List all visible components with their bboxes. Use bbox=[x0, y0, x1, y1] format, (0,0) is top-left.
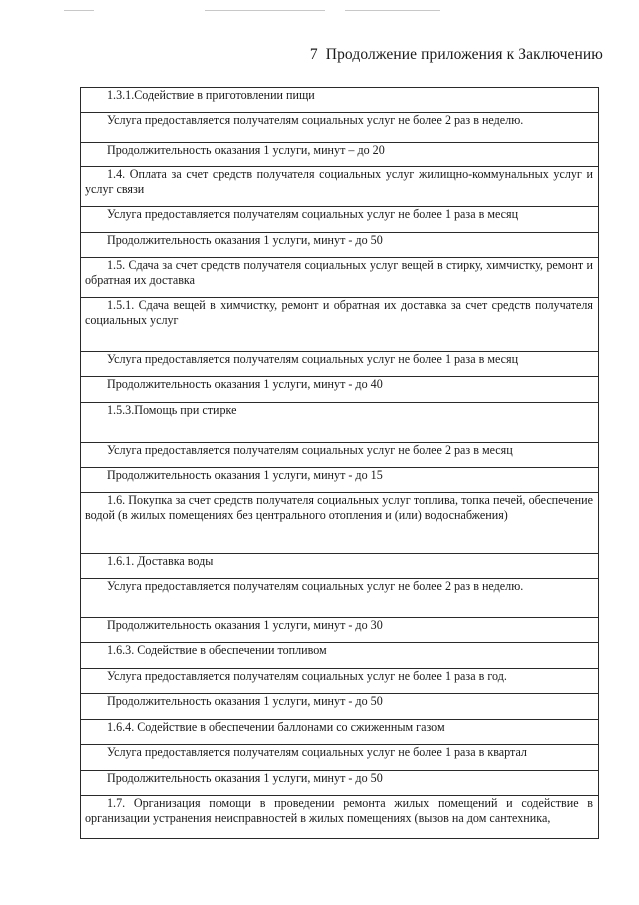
table-row bbox=[81, 113, 599, 143]
table-row bbox=[81, 352, 599, 377]
section-heading-cell: 1.7. Организация помощи в проведении ремонта жилых помещений и содействие в организации устранения неисправностей в жилых помещениях (вызов на дом сантехника, bbox=[81, 796, 599, 839]
table-row bbox=[81, 377, 599, 403]
scan-artifact-line bbox=[64, 10, 94, 11]
table-row bbox=[81, 88, 599, 113]
table-row bbox=[81, 579, 599, 618]
page-title: Продолжение приложения к Заключению bbox=[325, 46, 603, 63]
table-row bbox=[81, 796, 599, 839]
subsection-heading-cell: 1.6.4. Содействие в обеспечении баллонами со сжиженным газом bbox=[81, 720, 599, 745]
frequency-cell: Услуга предоставляется получателям социальных услуг не более 1 раза в месяц bbox=[81, 352, 599, 377]
page-header bbox=[310, 46, 603, 64]
scan-artifact-line bbox=[205, 10, 325, 11]
duration-cell: Продолжительность оказания 1 услуги, минут - до 40 bbox=[81, 377, 599, 403]
subsection-heading-cell: 1.5.3.Помощь при стирке bbox=[81, 403, 599, 443]
table-row bbox=[81, 298, 599, 352]
frequency-cell: Услуга предоставляется получателям социальных услуг не более 2 раз в неделю. bbox=[81, 579, 599, 618]
scan-artifact-line bbox=[345, 10, 440, 11]
table-row bbox=[81, 694, 599, 720]
table-row bbox=[81, 493, 599, 554]
frequency-cell: Услуга предоставляется получателям социальных услуг не более 1 раза в квартал bbox=[81, 745, 599, 771]
services-table bbox=[80, 87, 599, 839]
table-row bbox=[81, 258, 599, 298]
subsection-heading-cell: 1.6.1. Доставка воды bbox=[81, 554, 599, 579]
duration-cell: Продолжительность оказания 1 услуги, минут - до 30 bbox=[81, 618, 599, 643]
frequency-cell: Услуга предоставляется получателям социальных услуг не более 2 раз в месяц bbox=[81, 443, 599, 468]
duration-cell: Продолжительность оказания 1 услуги, минут - до 50 bbox=[81, 771, 599, 796]
subsection-heading-cell: 1.6.3. Содействие в обеспечении топливом bbox=[81, 643, 599, 669]
duration-cell: Продолжительность оказания 1 услуги, минут – до 20 bbox=[81, 143, 599, 167]
table-row bbox=[81, 669, 599, 694]
table-row bbox=[81, 143, 599, 167]
table-row bbox=[81, 403, 599, 443]
duration-cell: Продолжительность оказания 1 услуги, минут - до 15 bbox=[81, 468, 599, 493]
table-row bbox=[81, 554, 599, 579]
table-row bbox=[81, 167, 599, 207]
section-heading-cell: 1.4. Оплата за счет средств получателя социальных услуг жилищно-коммунальных услуг и услуг связи bbox=[81, 167, 599, 207]
section-heading-cell: 1.3.1.Содействие в приготовлении пищи bbox=[81, 88, 599, 113]
subsection-heading-cell: 1.5.1. Сдача вещей в химчистку, ремонт и обратная их доставка за счет средств получателя социальных услуг bbox=[81, 298, 599, 352]
table-row bbox=[81, 443, 599, 468]
table-row bbox=[81, 643, 599, 669]
duration-cell: Продолжительность оказания 1 услуги, минут - до 50 bbox=[81, 694, 599, 720]
table-row bbox=[81, 745, 599, 771]
frequency-cell: Услуга предоставляется получателям социальных услуг не более 1 раза в год. bbox=[81, 669, 599, 694]
table-row bbox=[81, 233, 599, 258]
frequency-cell: Услуга предоставляется получателям социальных услуг не более 1 раза в месяц bbox=[81, 207, 599, 233]
frequency-cell: Услуга предоставляется получателям социальных услуг не более 2 раз в неделю. bbox=[81, 113, 599, 143]
section-heading-cell: 1.6. Покупка за счет средств получателя социальных услуг топлива, топка печей, обеспечение водой (в жилых помещениях без центрального отопления и (или) водоснабжения) bbox=[81, 493, 599, 554]
table-row bbox=[81, 771, 599, 796]
page-number: 7 bbox=[309, 46, 318, 63]
table-row bbox=[81, 618, 599, 643]
section-heading-cell: 1.5. Сдача за счет средств получателя социальных услуг вещей в стирку, химчистку, ремонт и обратная их доставка bbox=[81, 258, 599, 298]
table-row bbox=[81, 207, 599, 233]
table-row bbox=[81, 468, 599, 493]
table-row bbox=[81, 720, 599, 745]
duration-cell: Продолжительность оказания 1 услуги, минут - до 50 bbox=[81, 233, 599, 258]
